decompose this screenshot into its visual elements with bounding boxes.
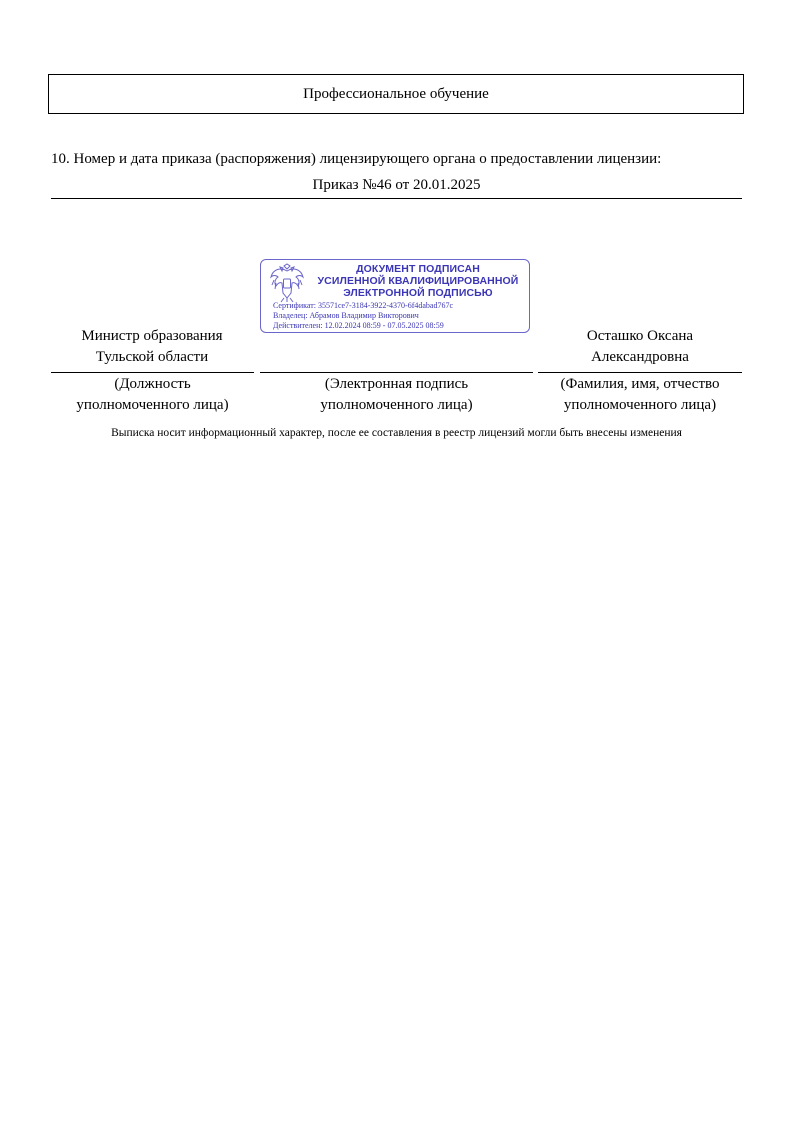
name-underline bbox=[538, 372, 742, 373]
official-position bbox=[51, 326, 253, 368]
name-caption bbox=[538, 374, 742, 416]
stamp-owner: Владелец: Абрамов Владимир Викторович bbox=[273, 311, 419, 320]
coat-of-arms-icon bbox=[267, 263, 307, 303]
stamp-certificate: Сертификат: 35571ce7-3184-3922-4370-6f4dabad767c bbox=[273, 301, 454, 310]
disclaimer-note: Выписка носит информационный характер, после ее составления в реестр лицензий могли быть внесены изменения bbox=[111, 427, 682, 439]
official-name bbox=[538, 326, 742, 368]
order-underline bbox=[51, 198, 742, 199]
position-caption bbox=[51, 374, 254, 416]
license-order-value: Приказ №46 от 20.01.2025 bbox=[312, 177, 481, 193]
official-name-line1: Осташко Оксана bbox=[586, 328, 694, 344]
signature-caption-line1: (Электронная подпись bbox=[324, 376, 469, 392]
official-position-line2: Тульской области bbox=[95, 349, 209, 365]
stamp-heading-line3: ЭЛЕКТРОННОЙ ПОДПИСЬЮ bbox=[343, 287, 493, 299]
name-caption-line2: уполномоченного лица) bbox=[563, 397, 717, 413]
e-signature-stamp bbox=[260, 259, 530, 333]
signature-caption-line2: уполномоченного лица) bbox=[320, 397, 473, 413]
stamp-validity: Действителен: 12.02.2024 08:59 - 07.05.2025 08:59 bbox=[273, 321, 444, 330]
position-caption-line2: уполномоченного лица) bbox=[76, 397, 229, 413]
position-caption-line1: (Должность bbox=[114, 376, 191, 392]
signature-caption bbox=[260, 374, 533, 416]
stamp-heading-line2: УСИЛЕННОЙ КВАЛИФИЦИРОВАННОЙ bbox=[317, 275, 519, 287]
name-caption-line1: (Фамилия, имя, отчество bbox=[560, 376, 720, 392]
signature-underline bbox=[260, 372, 533, 373]
section-title: Профессиональное обучение bbox=[303, 85, 489, 102]
license-order-label: 10. Номер и дата приказа (распоряжения) лицензирующего органа о предоставлении лицензии: bbox=[51, 151, 662, 167]
position-underline bbox=[51, 372, 254, 373]
stamp-heading bbox=[307, 263, 529, 299]
official-position-line1: Министр образования bbox=[81, 328, 223, 344]
official-name-line2: Александровна bbox=[591, 349, 689, 365]
stamp-heading-line1: ДОКУМЕНТ ПОДПИСАН bbox=[356, 263, 480, 275]
section-title-box bbox=[48, 74, 744, 114]
